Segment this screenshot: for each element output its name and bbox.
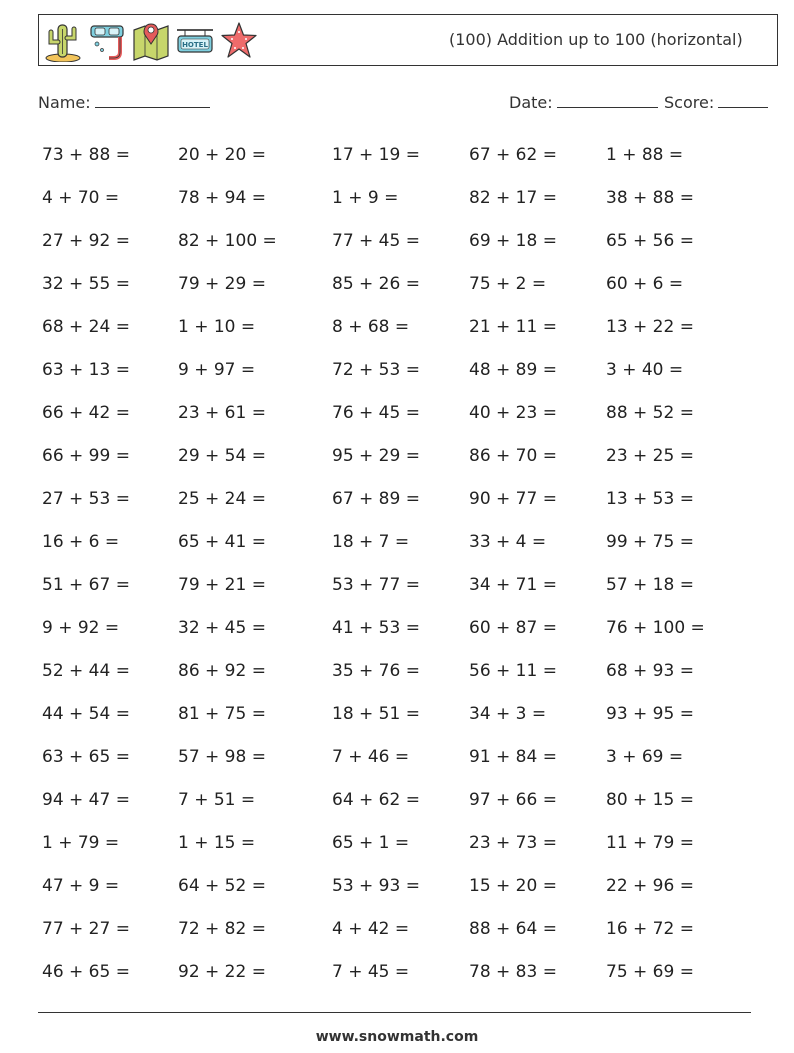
problem-item: 82 + 17 = — [469, 188, 557, 208]
problem-item: 13 + 22 = — [606, 317, 694, 337]
problem-item: 3 + 40 = — [606, 360, 684, 380]
problem-item: 65 + 41 = — [178, 532, 266, 552]
problem-item: 76 + 100 = — [606, 618, 705, 638]
problem-item: 8 + 68 = — [332, 317, 410, 337]
problem-item: 38 + 88 = — [606, 188, 694, 208]
problem-item: 97 + 66 = — [469, 790, 557, 810]
problem-item: 32 + 55 = — [42, 274, 130, 294]
problem-item: 60 + 87 = — [469, 618, 557, 638]
problem-item: 40 + 23 = — [469, 403, 557, 423]
problem-item: 7 + 51 = — [178, 790, 256, 810]
problem-item: 35 + 76 = — [332, 661, 420, 681]
problem-item: 18 + 51 = — [332, 704, 420, 724]
problem-item: 1 + 79 = — [42, 833, 120, 853]
problem-item: 93 + 95 = — [606, 704, 694, 724]
problem-item: 52 + 44 = — [42, 661, 130, 681]
worksheet-title: (100) Addition up to 100 (horizontal) — [449, 30, 743, 49]
problem-item: 77 + 45 = — [332, 231, 420, 251]
footer-divider — [38, 1012, 751, 1013]
problem-item: 77 + 27 = — [42, 919, 130, 939]
problem-item: 76 + 45 = — [332, 403, 420, 423]
problem-item: 65 + 1 = — [332, 833, 410, 853]
problem-item: 81 + 75 = — [178, 704, 266, 724]
problem-item: 7 + 46 = — [332, 747, 410, 767]
problem-item: 92 + 22 = — [178, 962, 266, 982]
problem-item: 86 + 92 = — [178, 661, 266, 681]
problem-item: 66 + 99 = — [42, 446, 130, 466]
date-label: Date: — [509, 93, 553, 112]
problem-item: 67 + 62 = — [469, 145, 557, 165]
problem-item: 88 + 64 = — [469, 919, 557, 939]
problem-item: 11 + 79 = — [606, 833, 694, 853]
problem-item: 27 + 92 = — [42, 231, 130, 251]
problem-item: 63 + 65 = — [42, 747, 130, 767]
problem-item: 3 + 69 = — [606, 747, 684, 767]
problem-item: 1 + 88 = — [606, 145, 684, 165]
problem-item: 23 + 25 = — [606, 446, 694, 466]
problem-item: 7 + 45 = — [332, 962, 410, 982]
problem-item: 75 + 69 = — [606, 962, 694, 982]
problem-item: 21 + 11 = — [469, 317, 557, 337]
problem-item: 67 + 89 = — [332, 489, 420, 509]
footer-url: www.snowmath.com — [315, 1029, 479, 1045]
problem-item: 51 + 67 = — [42, 575, 130, 595]
problem-item: 80 + 15 = — [606, 790, 694, 810]
score-label: Score: — [664, 93, 715, 112]
problem-item: 15 + 20 = — [469, 876, 557, 896]
problem-item: 64 + 62 = — [332, 790, 420, 810]
problem-item: 66 + 42 = — [42, 403, 130, 423]
problem-item: 23 + 61 = — [178, 403, 266, 423]
problem-item: 25 + 24 = — [178, 489, 266, 509]
problem-item: 88 + 52 = — [606, 403, 694, 423]
problem-item: 16 + 6 = — [42, 532, 120, 552]
problem-item: 18 + 7 = — [332, 532, 410, 552]
problem-item: 1 + 15 = — [178, 833, 256, 853]
problem-item: 68 + 24 = — [42, 317, 130, 337]
problem-item: 69 + 18 = — [469, 231, 557, 251]
problem-item: 86 + 70 = — [469, 446, 557, 466]
problem-item: 60 + 6 = — [606, 274, 684, 294]
hotel-sign-text: HOTEL — [182, 41, 208, 49]
problem-item: 44 + 54 = — [42, 704, 130, 724]
problem-item: 72 + 82 = — [178, 919, 266, 939]
problem-item: 9 + 92 = — [42, 618, 120, 638]
problem-item: 57 + 18 = — [606, 575, 694, 595]
problem-item: 34 + 3 = — [469, 704, 547, 724]
problem-item: 9 + 97 = — [178, 360, 256, 380]
problem-item: 48 + 89 = — [469, 360, 557, 380]
name-label: Name: — [38, 93, 91, 112]
problem-item: 91 + 84 = — [469, 747, 557, 767]
problem-item: 22 + 96 = — [606, 876, 694, 896]
problem-item: 16 + 72 = — [606, 919, 694, 939]
problem-item: 65 + 56 = — [606, 231, 694, 251]
problem-item: 90 + 77 = — [469, 489, 557, 509]
problem-item: 53 + 93 = — [332, 876, 420, 896]
problem-item: 23 + 73 = — [469, 833, 557, 853]
problem-item: 79 + 21 = — [178, 575, 266, 595]
problem-item: 17 + 19 = — [332, 145, 420, 165]
problem-item: 79 + 29 = — [178, 274, 266, 294]
problem-item: 53 + 77 = — [332, 575, 420, 595]
problem-item: 4 + 42 = — [332, 919, 410, 939]
problem-item: 72 + 53 = — [332, 360, 420, 380]
problem-item: 78 + 94 = — [178, 188, 266, 208]
problem-item: 1 + 9 = — [332, 188, 399, 208]
problem-item: 32 + 45 = — [178, 618, 266, 638]
problem-item: 20 + 20 = — [178, 145, 266, 165]
problem-item: 75 + 2 = — [469, 274, 547, 294]
problem-item: 99 + 75 = — [606, 532, 694, 552]
problem-item: 1 + 10 = — [178, 317, 256, 337]
problem-item: 4 + 70 = — [42, 188, 120, 208]
problem-item: 27 + 53 = — [42, 489, 130, 509]
problem-item: 73 + 88 = — [42, 145, 130, 165]
problem-item: 13 + 53 = — [606, 489, 694, 509]
problem-item: 33 + 4 = — [469, 532, 547, 552]
problem-item: 47 + 9 = — [42, 876, 120, 896]
problem-item: 41 + 53 = — [332, 618, 420, 638]
problem-item: 63 + 13 = — [42, 360, 130, 380]
problem-item: 94 + 47 = — [42, 790, 130, 810]
problem-item: 46 + 65 = — [42, 962, 130, 982]
problem-item: 64 + 52 = — [178, 876, 266, 896]
problem-item: 56 + 11 = — [469, 661, 557, 681]
problem-item: 68 + 93 = — [606, 661, 694, 681]
problem-item: 29 + 54 = — [178, 446, 266, 466]
problem-item: 95 + 29 = — [332, 446, 420, 466]
problem-item: 34 + 71 = — [469, 575, 557, 595]
problem-item: 85 + 26 = — [332, 274, 420, 294]
problem-item: 57 + 98 = — [178, 747, 266, 767]
problem-item: 82 + 100 = — [178, 231, 277, 251]
problem-item: 78 + 83 = — [469, 962, 557, 982]
